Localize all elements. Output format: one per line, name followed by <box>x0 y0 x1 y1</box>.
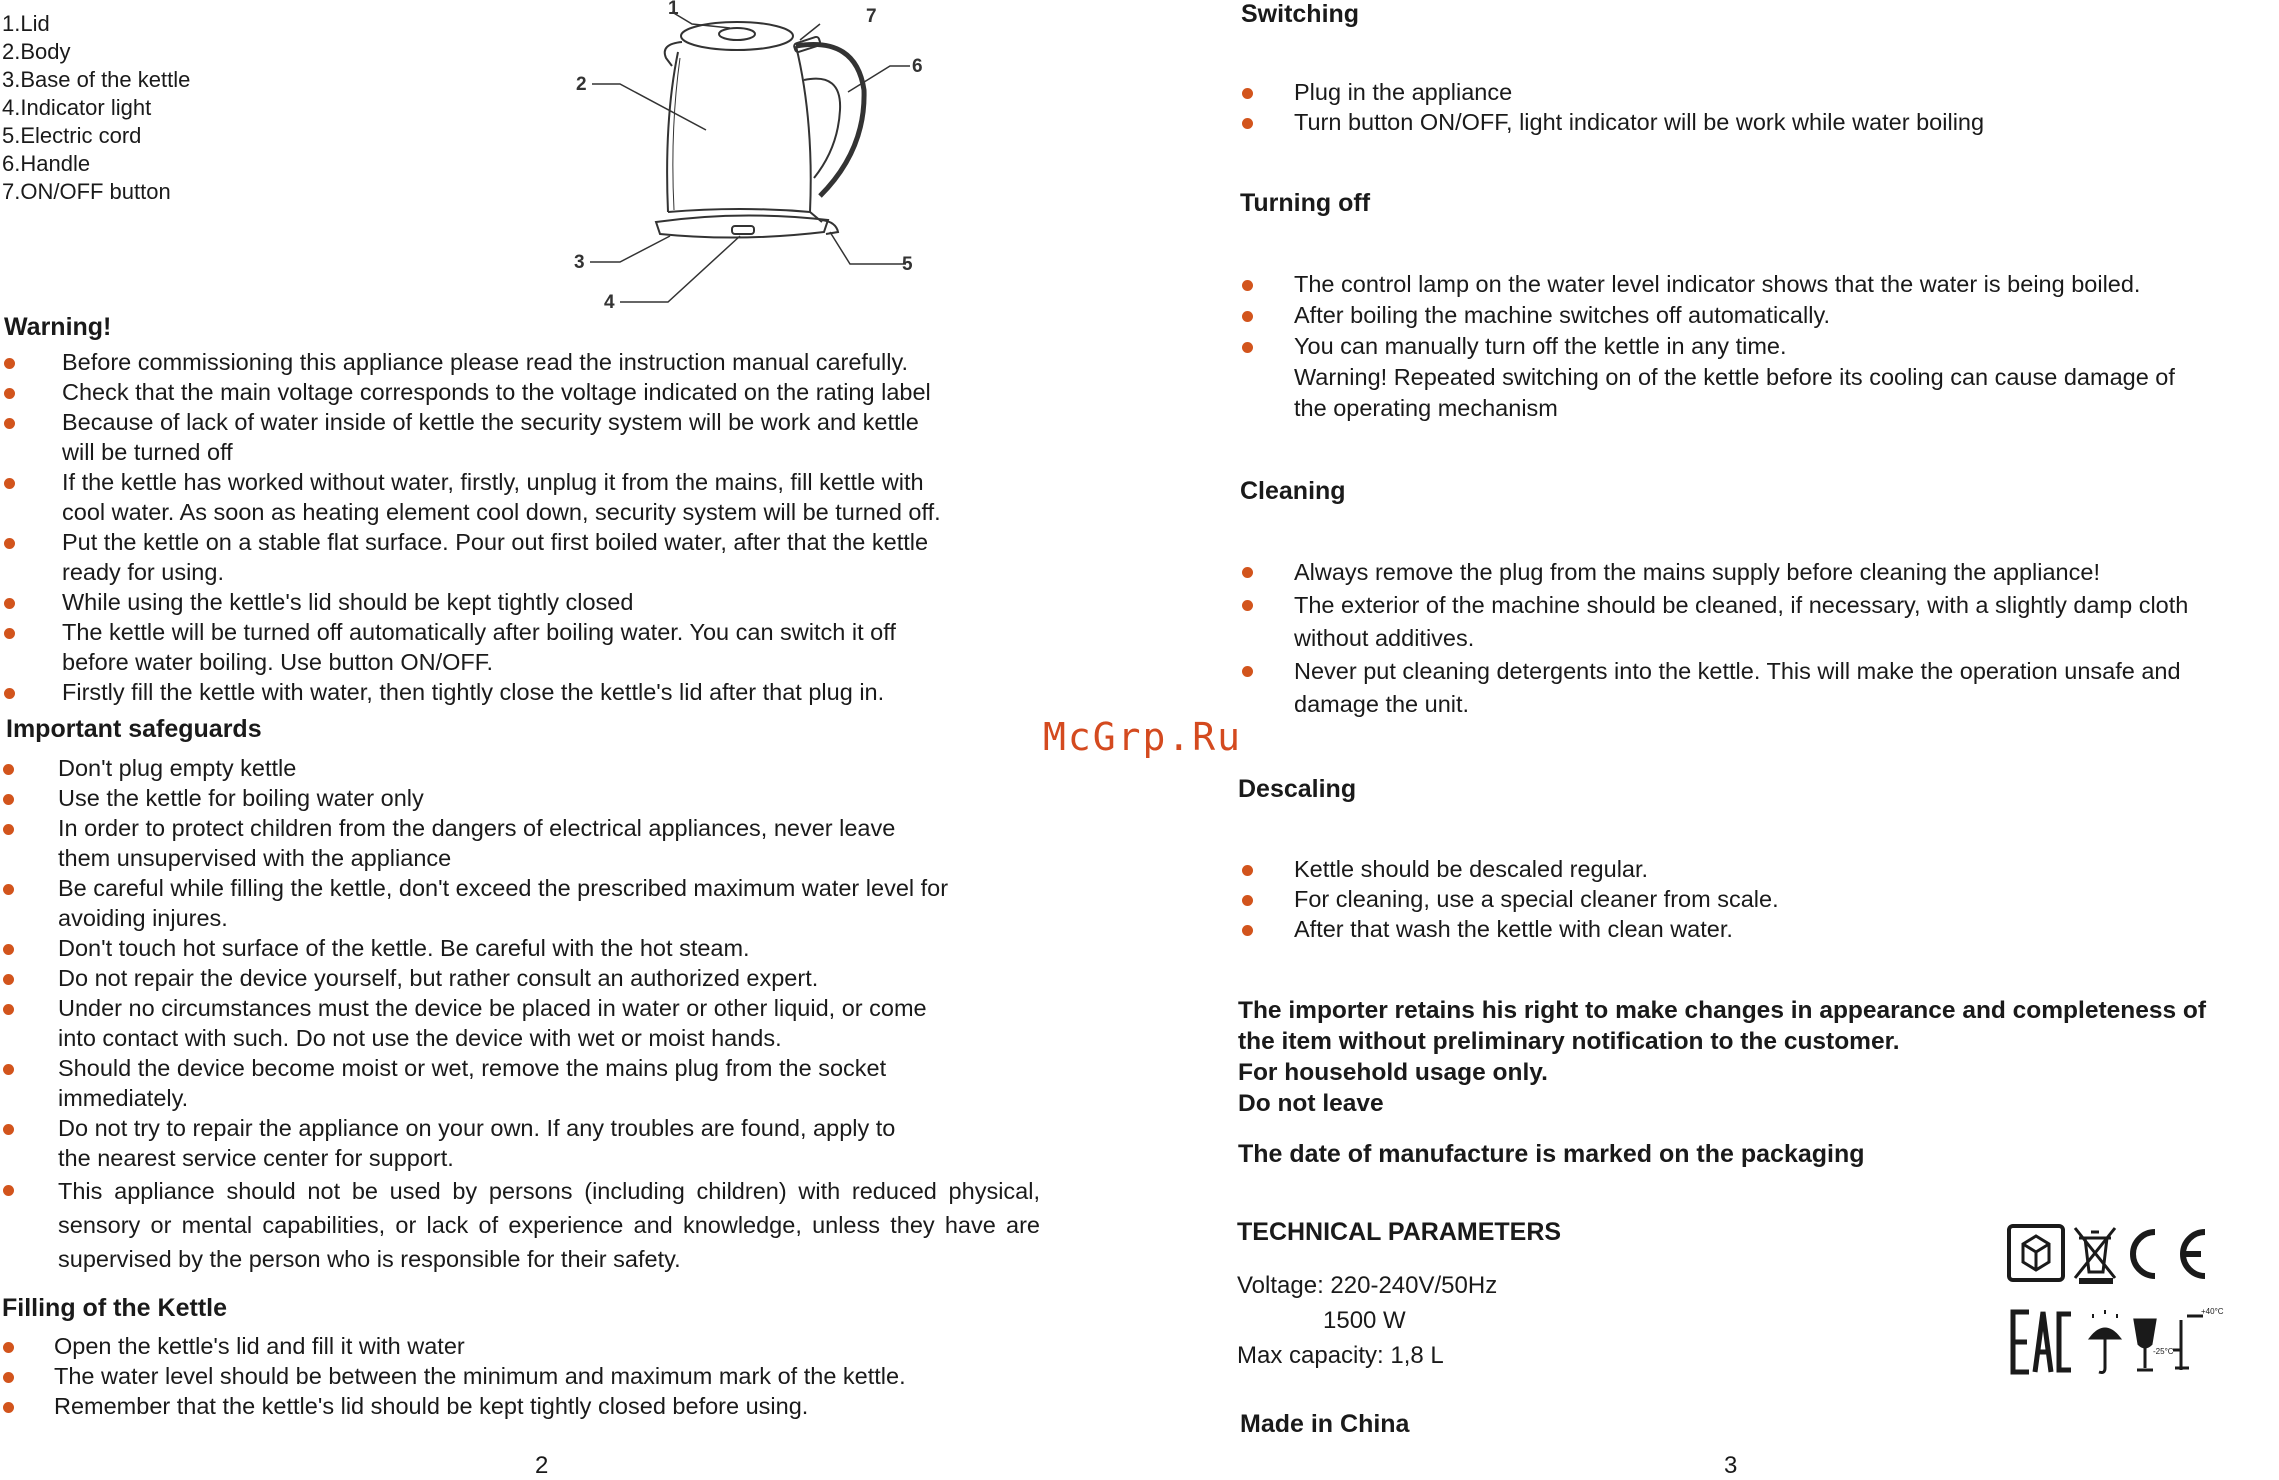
switching-list <box>1294 77 2279 137</box>
list-item <box>1294 655 2279 721</box>
list-item-line: Should the device become moist or wet, remove the mains plug from the socket <box>58 1055 887 1081</box>
parts-list <box>2 10 190 206</box>
diagram-label-6: 6 <box>912 56 923 77</box>
list-item <box>58 783 1043 813</box>
importer-note-line: For household usage only. <box>1238 1059 1548 1086</box>
list-item <box>58 993 1043 1053</box>
list-item-line: avoiding injures. <box>58 905 228 931</box>
list-item <box>62 587 1042 617</box>
list-item <box>1294 556 2279 589</box>
warning-list <box>62 347 1042 707</box>
list-item-line: Warning! Repeated switching on of the kettle before its cooling can cause damage of <box>1294 364 2175 390</box>
filling-list <box>54 1331 1039 1421</box>
diagram-label-7: 7 <box>866 6 877 27</box>
list-item-line: Check that the main voltage corresponds to the voltage indicated on the rating label <box>62 379 931 405</box>
list-item-line: Don't touch hot surface of the kettle. Be careful with the hot steam. <box>58 935 750 961</box>
list-item-line: Don't plug empty kettle <box>58 755 297 781</box>
capacity-value: Max capacity: 1,8 L <box>1237 1342 1444 1369</box>
list-item-line: before water boiling. Use button ON/OFF. <box>62 649 494 675</box>
list-item-line: The exterior of the machine should be cleaned, if necessary, with a slightly damp cloth <box>1294 592 2189 618</box>
list-item <box>62 467 1042 527</box>
safeguards-list <box>58 753 1043 1173</box>
list-item-line: the nearest service center for support. <box>58 1145 454 1171</box>
kettle-diagram <box>560 0 960 320</box>
list-item <box>1294 331 2279 424</box>
descaling-heading: Descaling <box>1238 775 1357 803</box>
temp-low-label: -25°C <box>2153 1347 2174 1356</box>
list-item-line: The control lamp on the water level indicator shows that the water is being boiled. <box>1294 271 2141 297</box>
page-number-left: 2 <box>535 1452 549 1479</box>
list-item-line: Be careful while filling the kettle, don't exceed the prescribed maximum water level for <box>58 875 949 901</box>
importer-note-line: the item without preliminary notification to the customer. <box>1238 1028 1900 1055</box>
list-item-line: If the kettle has worked without water, firstly, unplug it from the mains, fill kettle with <box>62 469 924 495</box>
list-item-line: damage the unit. <box>1294 691 1470 717</box>
list-item-line: For cleaning, use a special cleaner from scale. <box>1294 886 1779 912</box>
turning-off-list <box>1294 269 2279 424</box>
list-item-line: Because of lack of water inside of kettle the security system will be work and kettle <box>62 409 919 435</box>
diagram-label-5: 5 <box>902 254 913 275</box>
list-item-line: Before commissioning this appliance please read the instruction manual carefully. <box>62 349 909 375</box>
list-item <box>58 873 1043 933</box>
importer-note <box>1238 995 2278 1119</box>
list-item <box>58 813 1043 873</box>
kettle-body <box>667 46 811 212</box>
list-item-line: In order to protect children from the dangers of electrical appliances, never leave <box>58 815 896 841</box>
temp-high-label: +40°C <box>2201 1307 2224 1316</box>
list-item-line: You can manually turn off the kettle in any time. <box>1294 333 1787 359</box>
parts-list-item: 6.Handle <box>2 151 91 176</box>
list-item <box>1294 589 2279 655</box>
keep-dry-umbrella-icon <box>2091 1310 2119 1373</box>
list-item <box>58 1113 1043 1173</box>
list-item <box>62 617 1042 677</box>
list-item-line: them unsupervised with the appliance <box>58 845 452 871</box>
list-item-line: After that wash the kettle with clean water. <box>1294 916 1733 942</box>
importer-note-line: The importer retains his right to make changes in appearance and completeness of <box>1238 997 2207 1024</box>
parts-list-item: 3.Base of the kettle <box>2 67 191 92</box>
filling-heading: Filling of the Kettle <box>2 1294 227 1322</box>
parts-list-item: 1.Lid <box>2 11 50 36</box>
list-item-line: While using the kettle's lid should be kept tightly closed <box>62 589 634 615</box>
cleaning-list <box>1294 556 2279 721</box>
packaging-symbol-icon <box>2009 1226 2063 1280</box>
list-item <box>1294 77 2279 107</box>
list-item <box>62 407 1042 467</box>
list-item <box>1294 269 2279 300</box>
safeguards-list-last <box>58 1174 1040 1276</box>
list-item <box>54 1361 1039 1391</box>
list-item-line: Firstly fill the kettle with water, then tightly close the kettle's lid after that plug in. <box>62 679 885 705</box>
list-item: This appliance should not be used by persons (including children) with reduced physical, sensory or mental capabilities, or lack of experience and knowledge, unless they have are supervised by the person who is responsible for their safety. <box>58 1174 1040 1276</box>
list-item-line: will be turned off <box>62 439 233 465</box>
list-item <box>62 377 1042 407</box>
list-item-line: Never put cleaning detergents into the kettle. This will make the operation unsafe and <box>1294 658 2181 684</box>
list-item-line: without additives. <box>1294 625 1475 651</box>
ce-mark-icon <box>2133 1232 2205 1276</box>
list-item-line: Under no circumstances must the device be placed in water or other liquid, or come <box>58 995 927 1021</box>
list-item-line: ready for using. <box>62 559 224 585</box>
safeguards-heading: Important safeguards <box>6 715 262 743</box>
turning-off-heading: Turning off <box>1240 189 1371 217</box>
eac-mark-icon <box>2013 1312 2071 1372</box>
list-item-line: immediately. <box>58 1085 189 1111</box>
watermark: McGrp.Ru <box>1043 715 1243 759</box>
certification-symbols <box>2005 1220 2235 1380</box>
page-number-right: 3 <box>1724 1452 1738 1479</box>
list-item <box>58 963 1043 993</box>
list-item-line: into contact with such. Do not use the device with wet or moist hands. <box>58 1025 782 1051</box>
list-item <box>54 1391 1039 1421</box>
list-item <box>1294 884 2279 914</box>
list-item <box>1294 914 2279 944</box>
list-item <box>58 1053 1043 1113</box>
importer-note-line: Do not leave <box>1238 1090 1384 1117</box>
list-item <box>62 677 1042 707</box>
switching-heading: Switching <box>1241 0 1360 28</box>
weee-bin-icon <box>2075 1228 2115 1284</box>
list-item <box>54 1331 1039 1361</box>
list-item-line: Remember that the kettle's lid should be kept tightly closed before using. <box>54 1393 809 1419</box>
warning-heading: Warning! <box>4 313 112 341</box>
diagram-label-2: 2 <box>576 74 587 95</box>
diagram-label-4: 4 <box>604 292 615 313</box>
diagram-label-1: 1 <box>668 0 679 19</box>
list-item <box>62 347 1042 377</box>
list-item <box>58 753 1043 783</box>
list-item-line: The kettle will be turned off automatically after boiling water. You can switch it off <box>62 619 896 645</box>
list-item <box>62 527 1042 587</box>
power-value: 1500 W <box>1323 1307 1406 1334</box>
voltage-value: Voltage: 220-240V/50Hz <box>1237 1272 1498 1299</box>
list-item-line: Use the kettle for boiling water only <box>58 785 424 811</box>
list-item-line: The water level should be between the minimum and maximum mark of the kettle. <box>54 1363 906 1389</box>
list-item-line: Always remove the plug from the mains supply before cleaning the appliance! <box>1294 559 2100 585</box>
list-item-line: Do not try to repair the appliance on your own. If any troubles are found, apply to <box>58 1115 896 1141</box>
descaling-list <box>1294 854 2279 944</box>
diagram-label-3: 3 <box>574 252 585 273</box>
temperature-limit-icon <box>2173 1316 2203 1370</box>
list-item-line: After boiling the machine switches off automatically. <box>1294 302 1830 328</box>
kettle-indicator-light <box>732 226 754 234</box>
fragile-glass-icon <box>2135 1320 2155 1370</box>
technical-heading: TECHNICAL PARAMETERS <box>1237 1218 1562 1246</box>
cleaning-heading: Cleaning <box>1240 477 1346 505</box>
made-in-label: Made in China <box>1240 1410 1410 1438</box>
list-item-line: cool water. As soon as heating element cool down, security system will be turned off. <box>62 499 941 525</box>
list-item-line: Put the kettle on a stable flat surface. Pour out first boiled water, after that the kettle <box>62 529 929 555</box>
kettle-lid <box>681 22 793 50</box>
parts-list-item: 2.Body <box>2 39 71 64</box>
list-item <box>1294 107 2279 137</box>
list-item-line: Do not repair the device yourself, but rather consult an authorized expert. <box>58 965 819 991</box>
parts-list-item: 7.ON/OFF button <box>2 179 171 204</box>
list-item-line: Open the kettle's lid and fill it with water <box>54 1333 465 1359</box>
parts-list-item: 5.Electric cord <box>2 123 142 148</box>
technical-parameters <box>1237 1268 1497 1373</box>
list-item <box>58 933 1043 963</box>
list-item-line: Plug in the appliance <box>1294 79 1513 105</box>
kettle-handle <box>796 44 864 196</box>
list-item-line: the operating mechanism <box>1294 395 1558 421</box>
list-item-line: Kettle should be descaled regular. <box>1294 856 1649 882</box>
list-item <box>1294 300 2279 331</box>
list-item-line: Turn button ON/OFF, light indicator will be work while water boiling <box>1294 109 1985 135</box>
parts-list-item: 4.Indicator light <box>2 95 152 120</box>
list-item <box>1294 854 2279 884</box>
kettle-lid-knob <box>719 28 755 40</box>
manufacture-date-note: The date of manufacture is marked on the packaging <box>1238 1140 1865 1168</box>
